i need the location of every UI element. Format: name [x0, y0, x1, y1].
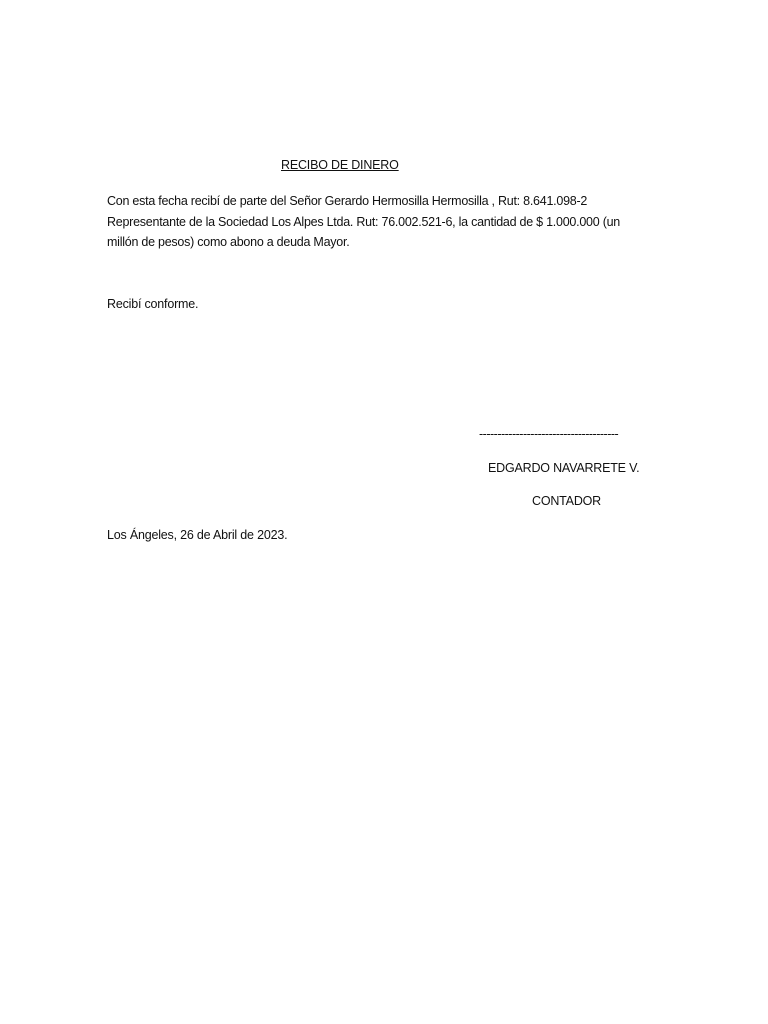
receipt-body: [107, 191, 647, 253]
place-and-date: Los Ángeles, 26 de Abril de 2023.: [107, 528, 288, 542]
signature-line: --------------------------------------: [479, 427, 619, 441]
received-conforme-text: Recibí conforme.: [107, 297, 199, 311]
document-title: RECIBO DE DINERO: [281, 158, 399, 172]
signer-name: EDGARDO NAVARRETE V.: [488, 461, 640, 475]
body-line-3: millón de pesos) como abono a deuda Mayor.: [107, 235, 350, 249]
signer-role: CONTADOR: [532, 494, 601, 508]
body-line-2: Representante de la Sociedad Los Alpes Ltda. Rut: 76.002.521-6, la cantidad de $ 1.000.000 (un: [107, 214, 621, 229]
body-line-1: Con esta fecha recibí de parte del Señor Gerardo Hermosilla Hermosilla , Rut: 8.641.098-2: [107, 194, 588, 208]
